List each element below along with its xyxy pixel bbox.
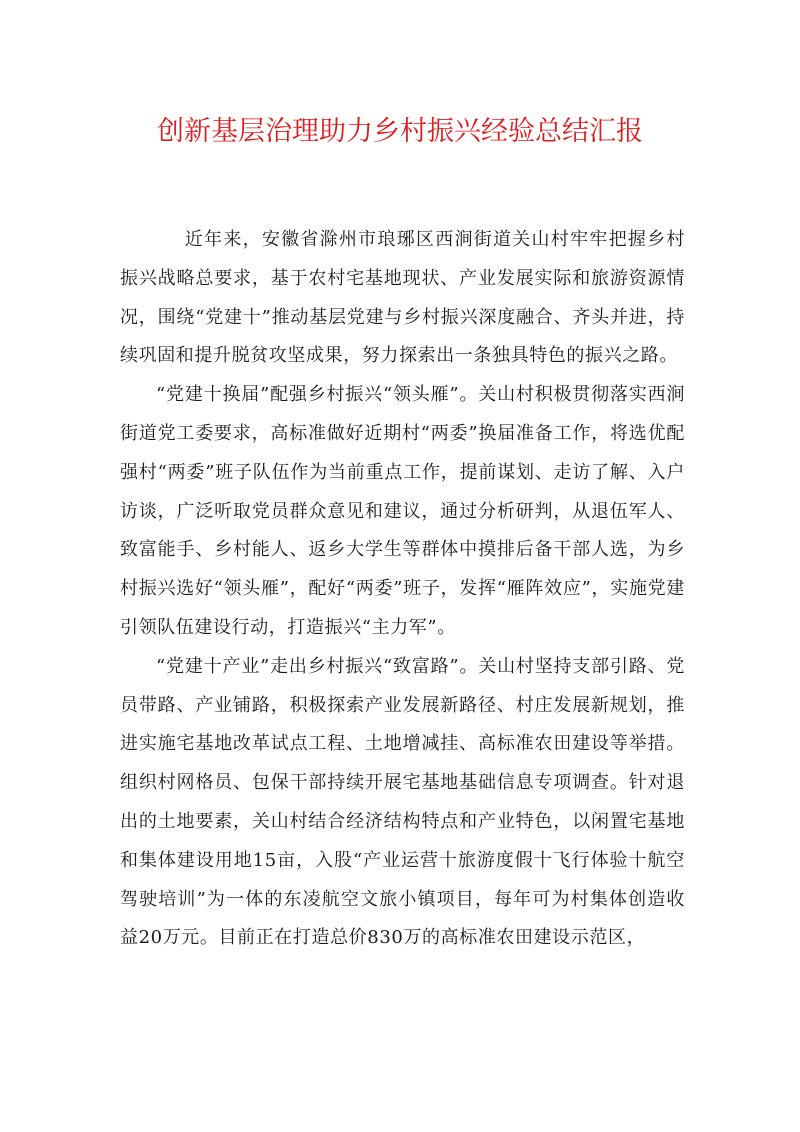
paragraph-industry: “党建十产业”走出乡村振兴“致富路”。关山村坚持支部引路、党员带路、产业铺路，积极探索产业发展新路径、村庄发展新规划，推进实施宅基地改革试点工程、土地增减挂、高标准农田建设等举措。组织村网格员、包保干部持续开展宅基地基础信息专项调查。针对退出的土地要素，关山村结合经济结构特点和产业特色，以闲置宅基地和集体建设用地15亩，入股“产业运营十旅游度假十飞行体验十航空驾驶培训”为一体的东凌航空文旅小镇项目，每年可为村集体创造收益20万元。目前正在打造总价830万的高标准农田建设示范区， bbox=[120, 655, 685, 949]
paragraph-intro: 近年来，安徽省滁州市琅琊区西涧街道关山村牢牢把握乡村振兴战略总要求，基于农村宅基地现状、产业发展实际和旅游资源情况，围绕“党建十”推动基层党建与乡村振兴深度融合、齐头并进，持续巩固和提升脱贫攻坚成果，努力探索出一条独具特色的振兴之路。 bbox=[120, 229, 685, 367]
paragraph-election: “党建十换届”配强乡村振兴“领头雁”。关山村积极贯彻落实西涧街道党工委要求，高标准做好近期村“两委”换届准备工作，将选优配强村“两委”班子队伍作为当前重点工作，提前谋划、走访了解、入户访谈，广泛听取党员群众意见和建议，通过分析研判，从退伍军人、致富能手、乡村能人、返乡大学生等群体中摸排后备干部人选，为乡村振兴选好“领头雁”，配好“两委”班子，发挥“雁阵效应”，实施党建引领队伍建设行动，打造振兴“主力军”。 bbox=[120, 384, 685, 638]
document-title: 创新基层治理助力乡村振兴经验总结汇报 bbox=[157, 116, 643, 147]
document-body bbox=[120, 221, 685, 958]
